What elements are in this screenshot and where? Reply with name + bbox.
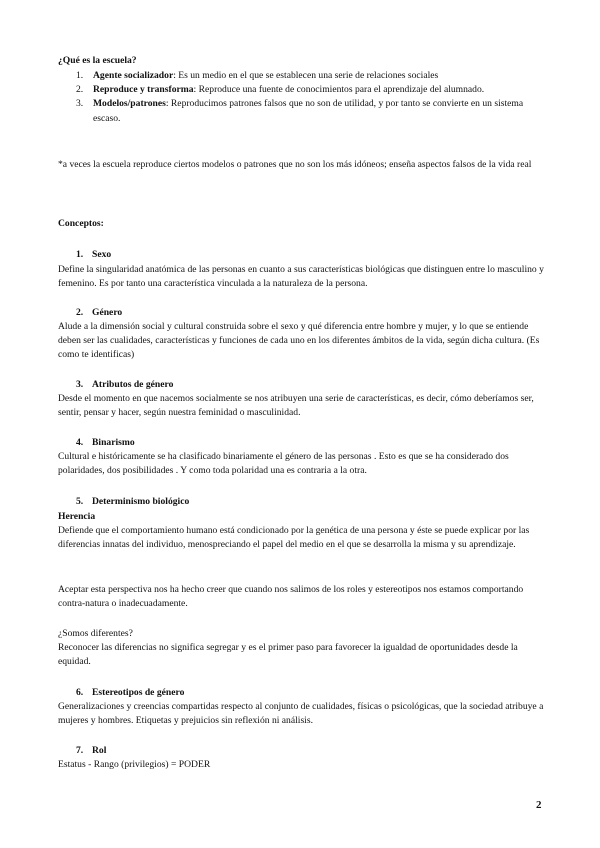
item-term: Agente socializador bbox=[93, 70, 174, 81]
determinismo-subheading: Herencia bbox=[58, 511, 96, 522]
section-number: 1. bbox=[76, 249, 84, 260]
section-title-binarismo bbox=[76, 436, 135, 450]
section-number: 3. bbox=[76, 379, 84, 390]
item-number: 3. bbox=[76, 98, 84, 110]
section-body-binarismo: Cultural e históricamente se ha clasificado binariamente el género de las personas . Esto es que se ha considerado dos polaridades, dos posibilidades . Y como toda polaridad una es contraria a la otra. bbox=[58, 451, 509, 477]
item-term: Reproduce y transforma bbox=[93, 84, 194, 96]
section-title: Género bbox=[92, 307, 123, 318]
section-title-rol bbox=[76, 744, 106, 758]
determinismo-question: ¿Somos diferentes? bbox=[58, 628, 133, 639]
item-term: Modelos/patrones bbox=[93, 98, 166, 110]
section-body-atributos: Desde el momento en que nacemos socialmente se nos atribuyen una serie de características, es decir, cómo deberíamos ser, sentir, pensar y hacer, según nuestra feminidad o masculinidad. bbox=[58, 393, 534, 419]
section-title: Estereotipos de género bbox=[92, 687, 185, 698]
conceptos-heading: Conceptos: bbox=[58, 218, 104, 229]
section-body-sexo: Define la singularidad anatómica de las personas en cuanto a sus características biológicas que distinguen entre lo masculino y femenino. Es por tanto una característica vinculada a la naturaleza de la persona. bbox=[58, 264, 544, 290]
escuela-title: ¿Qué es la escuela? bbox=[58, 55, 137, 66]
determinismo-body-2: Aceptar esta perspectiva nos ha hecho creer que cuando nos salimos de los roles y estereotipos nos estamos comportando contra-natura o inadecuadamente. bbox=[58, 584, 524, 610]
section-title-genero bbox=[76, 306, 122, 320]
section-title-atributos bbox=[76, 378, 173, 392]
item-text: : Es un medio en el que se establecen una serie de relaciones sociales bbox=[173, 70, 439, 81]
section-title-estereotipos bbox=[76, 686, 184, 700]
section-title: Binarismo bbox=[92, 437, 135, 448]
section-title-sexo bbox=[76, 248, 111, 262]
section-title: Atributos de género bbox=[92, 379, 174, 390]
section-number: 2. bbox=[76, 307, 84, 318]
section-body-genero: Alude a la dimensión social y cultural construida sobre el sexo y qué diferencia entre hombre y mujer, y lo que se entiende deben ser las cualidades, características y funciones de cada uno en los diferentes ámbitos de la vida, según dicha cultura. (Es como te identificas) bbox=[58, 321, 540, 361]
section-title: Sexo bbox=[92, 249, 112, 260]
item-text: : Reproducimos patrones falsos que no son de utilidad, y por tanto se convierte en un sistema escaso. bbox=[93, 98, 524, 124]
escuela-item-1 bbox=[76, 69, 548, 83]
section-title-determinismo bbox=[76, 495, 189, 509]
section-number: 5. bbox=[76, 496, 84, 507]
section-title: Rol bbox=[92, 745, 107, 756]
escuela-note: *a veces la escuela reproduce ciertos modelos o patrones que no son los más idóneos; enseña aspectos falsos de la vida real bbox=[58, 159, 532, 170]
escuela-item-2 bbox=[76, 83, 548, 97]
page-number: 2 bbox=[536, 799, 542, 811]
section-body-estereotipos: Generalizaciones y creencias compartidas respecto al conjunto de cualidades, físicas o psicológicas, que la sociedad atribuye a mujeres y hombres. Etiquetas y prejuicios sin reflexión ni análisis. bbox=[58, 701, 544, 727]
section-body-rol: Estatus - Rango (privilegios) = PODER bbox=[58, 759, 211, 770]
determinismo-body-3: Reconocer las diferencias no significa segregar y es el primer paso para favorecer la igualdad de oportunidades desde la equidad. bbox=[58, 642, 518, 668]
escuela-list bbox=[76, 69, 548, 126]
item-text: : Reproduce una fuente de conocimientos para el aprendizaje del alumnado. bbox=[193, 84, 485, 96]
item-number: 1. bbox=[76, 70, 84, 81]
section-number: 4. bbox=[76, 437, 84, 448]
section-title: Determinismo biológico bbox=[92, 496, 190, 507]
item-number: 2. bbox=[76, 84, 84, 96]
escuela-item-3 bbox=[76, 97, 548, 125]
section-number: 6. bbox=[76, 687, 84, 698]
determinismo-body-1: Defiende que el comportamiento humano está condicionado por la genética de una persona y éste se puede explicar por las diferencias innatas del individuo, menospreciando el papel del medio en el que se desarrolla la misma y su aprendizaje. bbox=[58, 525, 530, 551]
section-number: 7. bbox=[76, 745, 84, 756]
